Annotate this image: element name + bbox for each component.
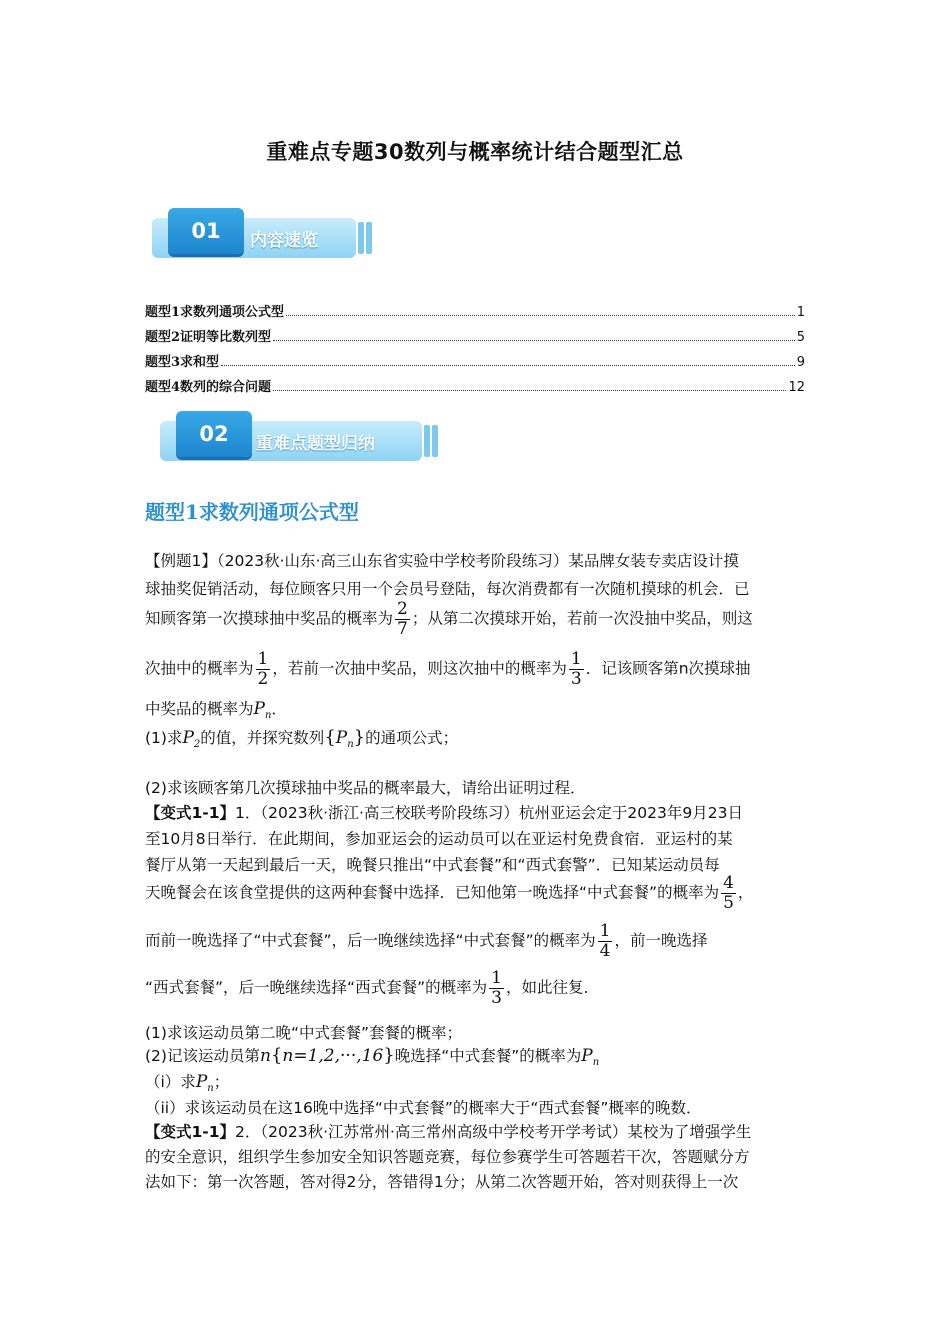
banner-label: 重难点题型归纳 bbox=[256, 434, 375, 454]
variant-line: 法如下：第一次答题，答对得2分，答错得1分；从第二次答题开始，答对则获得上一次 bbox=[145, 1173, 739, 1191]
fraction: $\frac{1}{4}$ bbox=[599, 921, 611, 961]
fraction: $\frac{1}{2}$ bbox=[257, 649, 269, 689]
toc-item[interactable] bbox=[145, 375, 805, 395]
question-line: （i）求$P_n$； bbox=[145, 1072, 230, 1094]
math-Pn: $P_n$ bbox=[581, 1046, 600, 1068]
example-text: ． bbox=[271, 700, 287, 718]
variant-tag: 【变式1-1】 bbox=[145, 804, 236, 822]
example-line bbox=[145, 650, 815, 688]
toc-leader bbox=[273, 340, 795, 341]
question-line: （ii）求该运动员在这16晚中选择“中式套餐”的概率大于“西式套餐”概率的晚数． bbox=[145, 1099, 702, 1117]
toc-item-page: 9 bbox=[796, 355, 805, 370]
example-line bbox=[145, 697, 815, 721]
toc-item-page: 12 bbox=[788, 380, 805, 395]
banner-contents bbox=[152, 208, 372, 258]
question-line: (1)求$P_2$的值，并探究数列$\{P_n\}$的通项公式； bbox=[145, 727, 459, 750]
banner-label: 内容速览 bbox=[250, 231, 318, 251]
toc-item-title: 题型4数列的综合问题 bbox=[145, 380, 272, 395]
variant-line: 天晚餐会在该食堂提供的这两种套餐中选择．已知他第一晚选择“中式套餐”的概率为 $\frac{4}{5}$ ， bbox=[145, 873, 754, 913]
question-line: (2)求该顾客第几次摸球抽中奖品的概率最大，请给出证明过程． bbox=[145, 779, 586, 797]
variant-line: 【变式1-1】1．（2023秋·浙江·高三校联考阶段练习）杭州亚运会定于2023年9月23日 bbox=[145, 804, 743, 822]
variant-line: “西式套餐”，后一晚继续选择“西式套餐”的概率为 $\frac{1}{3}$ ，如此往复． bbox=[145, 968, 599, 1008]
example-line bbox=[145, 577, 815, 599]
example-text: 次抽中的概率为 bbox=[145, 659, 254, 678]
toc-leader bbox=[221, 365, 795, 366]
math-P2: $P_2$ bbox=[182, 728, 201, 750]
toc-item-page: 1 bbox=[796, 305, 805, 320]
banner-stripe bbox=[366, 222, 372, 254]
math-n: n bbox=[259, 1046, 271, 1066]
example-text: ，若前一次抽中奖品，则这次抽中的概率为 bbox=[272, 659, 567, 678]
toc-item[interactable] bbox=[145, 350, 805, 370]
math-P: $P_n$ bbox=[253, 699, 272, 721]
toc-item-title: 题型3求和型 bbox=[145, 355, 220, 370]
example-text: 球抽奖促销活动，每位顾客只用一个会员号登陆，每次消费都有一次随机摸球的机会．已 bbox=[145, 580, 750, 598]
variant-line: 【变式1-1】2．（2023秋·江苏常州·高三常州高级中学校考开学考试）某校为了增强学生 bbox=[145, 1123, 752, 1141]
example-tag: 【例题1】 bbox=[145, 552, 217, 570]
variant-line: 至10月8日举行．在此期间，参加亚运会的运动员可以在亚运村免费食宿．亚运村的某 bbox=[145, 830, 733, 848]
math-set: n=1,2,···,16 bbox=[282, 1046, 384, 1066]
banner-stripe bbox=[358, 222, 364, 254]
example-text: ．记该顾客第n次摸球抽 bbox=[585, 659, 751, 678]
fraction: $\frac{2}{7}$ bbox=[397, 599, 408, 639]
toc-leader bbox=[286, 315, 795, 316]
question-line: (2)记该运动员第n{n=1,2,···,16}晚选择“中式套餐”的概率为$P_n$ bbox=[145, 1045, 600, 1068]
variant-tag: 【变式1-1】 bbox=[145, 1123, 236, 1141]
fraction: $\frac{1}{3}$ bbox=[491, 968, 502, 1008]
banner-number: 02 bbox=[176, 411, 252, 457]
variant-line: 餐厅从第一天起到最后一天，晚餐只推出“中式套餐”和“西式套警”．已知某运动员每 bbox=[145, 856, 720, 874]
banner-number: 01 bbox=[168, 208, 244, 254]
banner-stripe bbox=[424, 425, 430, 457]
example-text: ；从第二次摸球开始，若前一次没抽中奖品，则这 bbox=[411, 609, 753, 628]
example-line bbox=[145, 549, 815, 571]
page-title: 重难点专题30数列与概率统计结合题型汇总 bbox=[266, 140, 684, 164]
fraction: $\frac{1}{3}$ bbox=[570, 649, 582, 689]
math-Pn: $P_n$ bbox=[335, 728, 354, 750]
example-text: 知顾客第一次摸球抽中奖品的概率为 bbox=[145, 609, 394, 628]
variant-line: 的安全意识，组织学生参加安全知识答题竞赛，每位参赛学生可答题若干次，答题赋分方 bbox=[145, 1148, 750, 1166]
toc-item-page: 5 bbox=[796, 330, 805, 345]
toc-leader bbox=[273, 390, 786, 391]
fraction: $\frac{4}{5}$ bbox=[723, 873, 734, 913]
example-text: （2023秋·山东·高三山东省实验中学校考阶段练习）某品牌女装专卖店设计摸 bbox=[216, 552, 739, 570]
toc-item[interactable] bbox=[145, 300, 805, 320]
variant-line: 而前一晚选择了“中式套餐”，后一晚继续选择“中式套餐”的概率为 $\frac{1}{4}$ ，前一晚选择 bbox=[145, 921, 708, 961]
question-line: (1)求该运动员第二晚“中式套餐”套餐的概率； bbox=[145, 1024, 463, 1042]
section-heading: 题型1求数列通项公式型 bbox=[145, 500, 359, 524]
math-Pn: $P_n$ bbox=[195, 1072, 214, 1094]
toc-item[interactable] bbox=[145, 325, 805, 345]
banner-stripe bbox=[432, 425, 438, 457]
example-line bbox=[145, 600, 815, 638]
example-text: 中奖品的概率为 bbox=[145, 700, 254, 718]
toc-item-title: 题型1求数列通项公式型 bbox=[145, 305, 285, 320]
banner-types bbox=[160, 411, 440, 461]
toc-item-title: 题型2证明等比数列型 bbox=[145, 330, 272, 345]
